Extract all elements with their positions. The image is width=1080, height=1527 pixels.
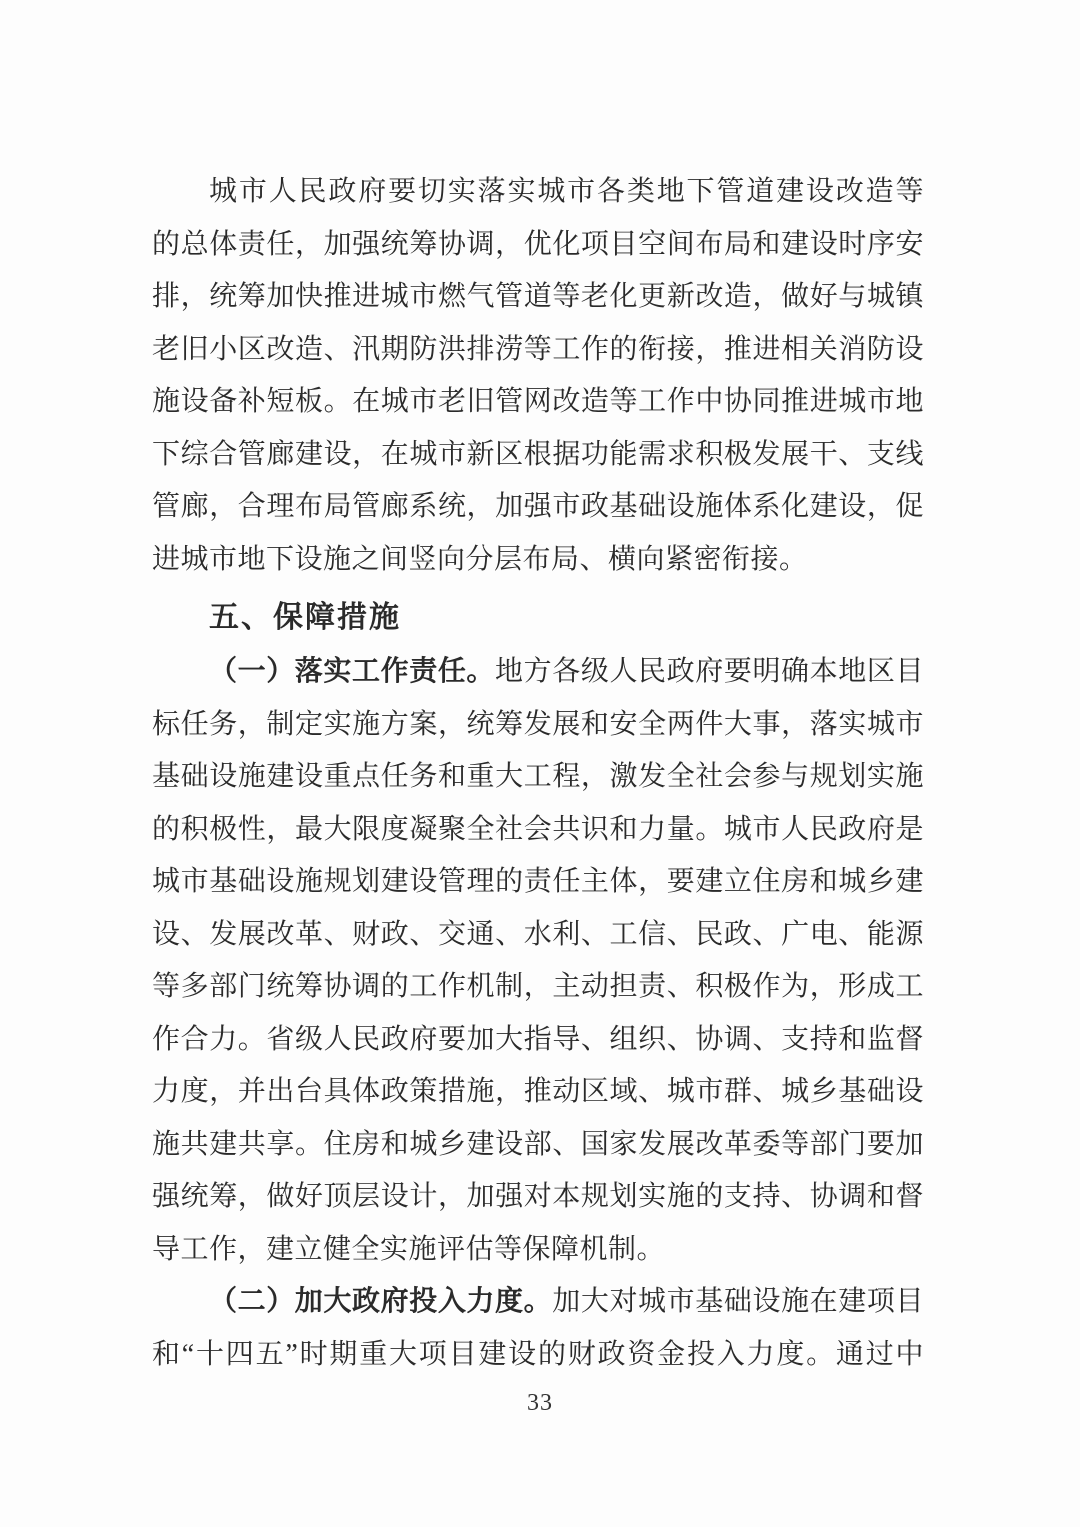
text-run: 等多部门统筹协调的工作机制，主动担责、积极作为，形成工 (152, 971, 924, 1002)
text-run: （二）加大政府投入力度。 (209, 1286, 553, 1317)
text-line (152, 376, 924, 429)
text-run: 的积极性，最大限度凝聚全社会共识和力量。城市人民政府是 (152, 813, 924, 845)
text-run: 管廊，合理布局管廊系统，加强市政基础设施体系化建设，促 (152, 491, 924, 522)
text-line (152, 909, 924, 962)
text-run: 基础设施建设重点任务和重大工程，激发全社会参与规划实施 (152, 761, 924, 792)
text-line (152, 534, 924, 587)
text-run: 城市人民政府要切实落实城市各类地下管道建设改造等 (209, 176, 924, 207)
text-line (152, 1329, 924, 1382)
section-heading (152, 590, 924, 646)
text-run: 导工作，建立健全实施评估等保障机制。 (152, 1233, 666, 1265)
text-run: 老旧小区改造、汛期防洪排涝等工作的衔接，推进相关消防设 (152, 333, 924, 365)
text-run: 加大对城市基础设施在建项目 (552, 1286, 924, 1317)
text-line (152, 804, 924, 857)
text-run: 排，统筹加快推进城市燃气管道等老化更新改造，做好与城镇 (152, 281, 924, 312)
text-run: 和“十四五”时期重大项目建设的财政资金投入力度。通过中 (152, 1338, 924, 1370)
text-run: 城市基础设施规划建设管理的责任主体，要建立住房和城乡建 (152, 866, 924, 897)
text-run: 力度，并出台具体政策措施，推动区域、城市群、城乡基础设 (152, 1076, 924, 1107)
text-line (152, 1014, 924, 1067)
text-run: 标任务，制定实施方案，统筹发展和安全两件大事，落实城市 (152, 708, 924, 740)
text-line (152, 271, 924, 324)
text-run: 施共建共享。住房和城乡建设部、国家发展改革委等部门要加 (152, 1128, 924, 1160)
page-number: 33 (527, 1390, 553, 1416)
text-run: 进城市地下设施之间竖向分层布局、横向紧密衔接。 (152, 543, 808, 575)
text-line (152, 1119, 924, 1172)
text-line (152, 1171, 924, 1224)
text-line (152, 699, 924, 752)
text-line (152, 219, 924, 272)
text-line (152, 751, 924, 804)
text-run: 地方各级人民政府要明确本地区目 (495, 656, 924, 687)
text-line (152, 646, 924, 699)
text-line (152, 961, 924, 1014)
text-line (152, 856, 924, 909)
text-run: 的总体责任，加强统筹协调，优化项目空间布局和建设时序安 (152, 228, 924, 260)
text-line (152, 429, 924, 482)
text-line (152, 1276, 924, 1329)
text-line (152, 1066, 924, 1119)
document-text (152, 166, 924, 1381)
text-line (152, 481, 924, 534)
text-run: 强统筹，做好顶层设计，加强对本规划实施的支持、协调和督 (152, 1181, 924, 1212)
text-run: 作合力。省级人民政府要加大指导、组织、协调、支持和监督 (152, 1023, 924, 1055)
text-run: （一）落实工作责任。 (209, 656, 496, 687)
text-line (152, 1224, 924, 1277)
text-run: 施设备补短板。在城市老旧管网改造等工作中协同推进城市地 (152, 386, 924, 417)
text-run: 下综合管廊建设，在城市新区根据功能需求积极发展干、支线 (152, 438, 924, 470)
text-run: 五、保障措施 (209, 601, 401, 634)
text-line (152, 324, 924, 377)
text-line (152, 166, 924, 219)
text-run: 设、发展改革、财政、交通、水利、工信、民政、广电、能源 (152, 918, 924, 950)
